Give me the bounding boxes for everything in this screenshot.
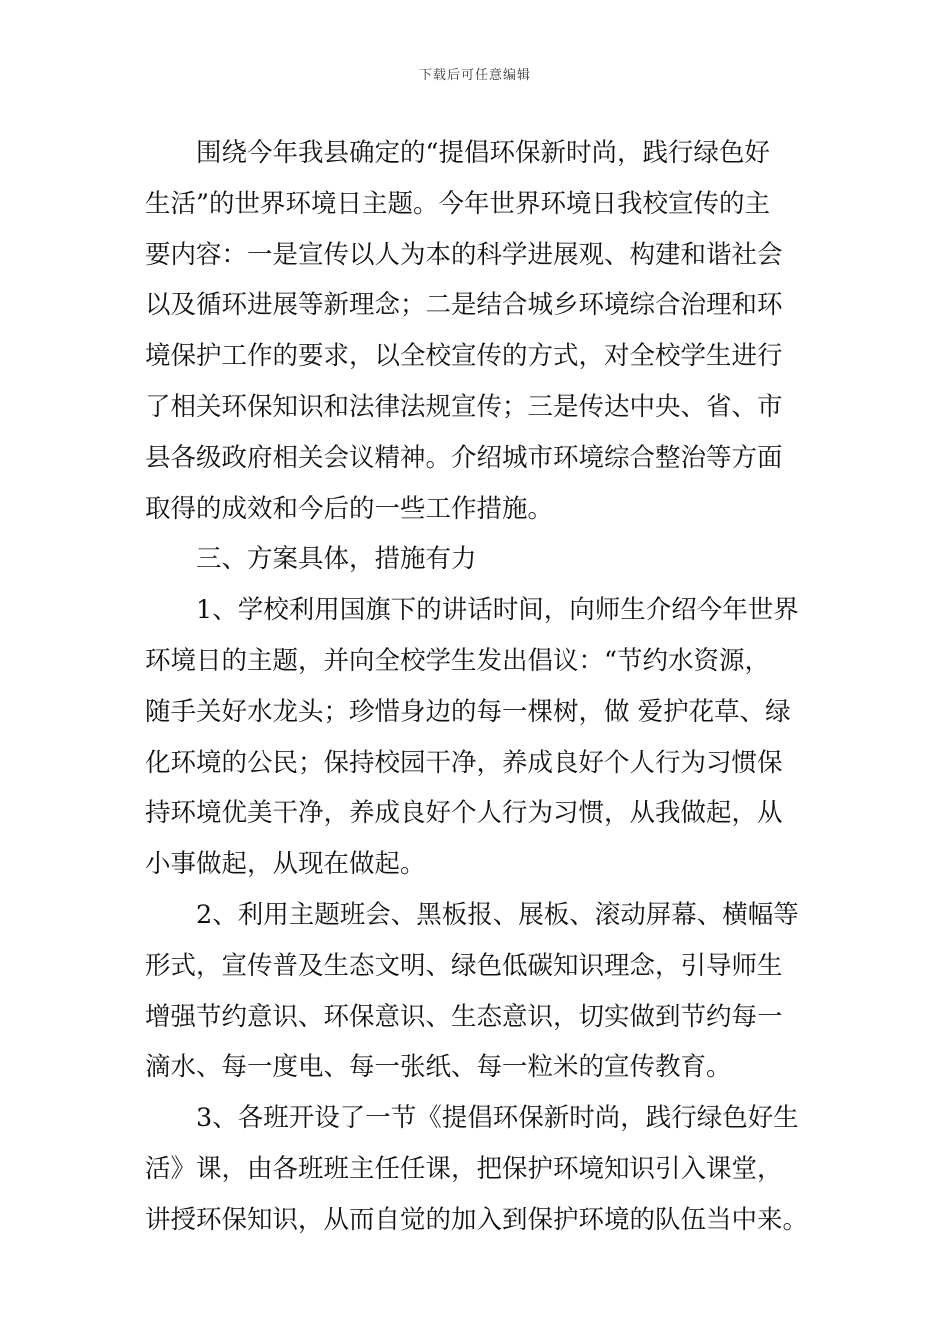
text-line: 以及循环进展等新理念；二是结合城乡环境综合治理和环 [145, 290, 783, 321]
text-line: 取得的成效和今后的一些工作措施。 [145, 493, 554, 524]
text-line: 围绕今年我县确定的“提倡环保新时尚，践行绿色好 [196, 138, 771, 168]
text-line: 持环境优美干净，养成良好个人行为习惯，从我做起，从 [145, 798, 783, 829]
text-line: 3、各班开设了一节《提倡环保新时尚，践行绿色好生 [196, 1103, 799, 1134]
section-heading [145, 534, 810, 585]
paragraph-theme [145, 128, 810, 534]
text-line: 环境日的主题，并向全校学生发出倡议：“节约水资源， [145, 645, 771, 676]
text-line: 1、学校利用国旗下的讲话时间，向师生介绍今年世界 [196, 595, 799, 626]
text-line: 随手关好水龙头；珍惜身边的每一棵树，做 爱护花草、绿 [145, 696, 791, 727]
text-line: 化环境的公民；保持校园干净，养成良好个人行为习惯保 [145, 747, 783, 778]
paragraph-item-2 [145, 890, 810, 1093]
text-line: 增强节约意识、环保意识、生态意识，切实做到节约每一 [145, 1001, 783, 1032]
text-line: 2、利用主题班会、黑板报、展板、滚动屏幕、横幅等 [196, 899, 799, 930]
text-line: 讲授环保知识，从而自觉的加入到保护环境的队伍当中来。 [145, 1204, 809, 1235]
text-line: 三、方案具体，措施有力 [196, 544, 477, 575]
text-line: 形式，宣传普及生态文明、绿色低碳知识理念，引导师生 [145, 950, 783, 981]
paragraph-item-3 [145, 1093, 810, 1245]
document-body [145, 128, 810, 1246]
text-line: 要内容：一是宣传以人为本的科学进展观、构建和谐社会 [145, 239, 783, 270]
page-header: 下载后可任意编辑 [418, 68, 531, 83]
text-line: 小事做起，从现在做起。 [145, 849, 426, 880]
text-line: 县各级政府相关会议精神。介绍城市环境综合整治等方面 [145, 442, 783, 473]
paragraph-item-1 [145, 585, 810, 890]
text-line: 滴水、每一度电、每一张纸、每一粒米的宣传教育。 [145, 1052, 732, 1083]
text-line: 生活”的世界环境日主题。今年世界环境日我校宣传的主 [145, 188, 771, 219]
text-line: 活》课，由各班班主任任课，把保护环境知识引入课堂， [145, 1153, 783, 1184]
text-line: 境保护工作的要求，以全校宣传的方式，对全校学生进行 [145, 341, 783, 372]
text-line: 了相关环保知识和法律法规宣传；三是传达中央、省、市 [145, 391, 783, 422]
